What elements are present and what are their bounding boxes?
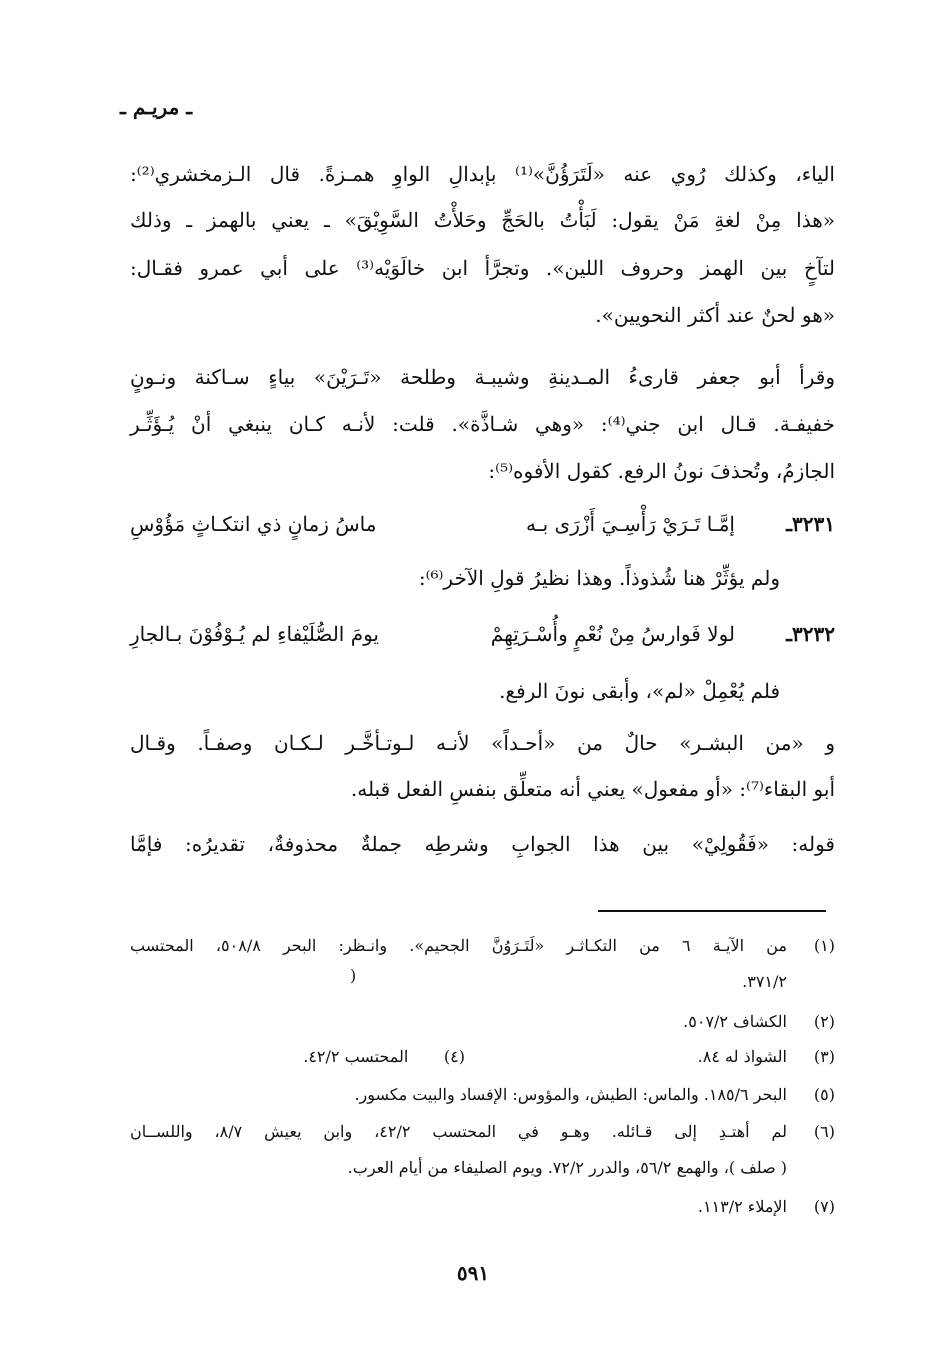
verse-number: ٣٢٣٢ـ bbox=[786, 622, 835, 646]
footnote-6-continuation: ( صلف )، والهمع ٥٦/٢، والدرر ٧٢/٢. ويوم الصليفاء من أيام العرب. bbox=[347, 1158, 787, 1177]
body-line-8: ولم يؤثِّرْ هنا شُذوذاً. وهذا نظيرُ قولِ الآخر⁽⁶⁾: bbox=[418, 566, 780, 590]
footnote-number: (٤) bbox=[443, 1047, 465, 1066]
footnote-number: (٦) bbox=[813, 1122, 835, 1141]
body-line-2: «هذا مِنْ لغةِ مَنْ يقول: لَبَأْتُ بالحَجِّ وحَلأْتُ السَّوِيْقَ» ـ يعني بالهمز ـ وذلك bbox=[130, 208, 835, 232]
body-line-11: أبو البقاء⁽⁷⁾: «أو مفعول» يعني أنه متعلِّق بنفسِ الفعل قبله. bbox=[350, 777, 835, 801]
footnote-number: (٥) bbox=[813, 1085, 835, 1104]
verse-first-hemistich: لولا فَوارسُ مِنْ نُعْمٍ وأُسْـرَتِهِمْ bbox=[490, 622, 735, 646]
body-line-5: وقرأ أبو جعفر قارىءُ المـدينةِ وشيبـة وطلحة «تَـرَيْنَ» بياءٍ سـاكنة ونـونٍ bbox=[130, 365, 835, 389]
stray-mark: ) bbox=[350, 966, 357, 985]
footnote-text: من الآيـة ٦ من التكـاثـر «لَتَـرَوُنَّ الجحيم». وانـظر: البحر ٥٠٨/٨، المحتسب bbox=[130, 936, 787, 955]
footnote-number: (٧) bbox=[813, 1197, 835, 1216]
footnote-text: الإملاء ١١٣/٢. bbox=[697, 1197, 787, 1216]
footnote-text: لم أهتـدِ إلى قـائله. وهـو في المحتسب ٤٢/٢، وابن يعيش ٨/٧، واللســان bbox=[130, 1122, 788, 1141]
verse-second-hemistich: يومَ الصُّلَيْفاءِ لم يُـوْفُوْنَ بـالجارِ bbox=[130, 622, 379, 646]
body-line-12: قوله: «فَقُولِيْ» بين هذا الجوابِ وشرطِه جملةٌ محذوفةٌ، تقديرُه: فإمَّا bbox=[130, 832, 835, 856]
footnote-separator bbox=[598, 910, 826, 912]
footnote-1-continuation: ٣٧١/٢. bbox=[742, 972, 787, 991]
footnote-number: (٢) bbox=[813, 1012, 835, 1031]
footnote-text: المحتسب ٤٢/٢. bbox=[303, 1047, 409, 1066]
verse-3231 bbox=[130, 507, 835, 541]
page-number: ٥٩١ bbox=[456, 1261, 490, 1285]
body-line-10: و «من البشـر» حالٌ من «أحـداً» لأنـه لـوتـأخَّـر لـكـان وصفـاً. وقـال bbox=[130, 731, 835, 755]
footnote-number: (٣) bbox=[813, 1047, 835, 1066]
body-line-3: لتآخٍ بين الهمز وحروف اللين». وتجرَّأ ابن خالَوَيْه⁽³⁾ على أبي عمرو فقـال: bbox=[130, 256, 835, 280]
verse-3232 bbox=[130, 617, 835, 651]
verse-first-hemistich: إمَّـا تَـرَيْ رَأْسِـيَ أَزْرَى بـه bbox=[526, 512, 735, 536]
body-line-6: خفيفـة. قـال ابن جني⁽⁴⁾: «وهي شـاذَّة». قلت: لأنـه كـان ينبغي أنْ يُـؤَثِّـر bbox=[130, 412, 835, 436]
footnote-4 bbox=[303, 1043, 465, 1071]
body-line-7: الجازمُ، وتُحذفَ نونُ الرفع. كقول الأفوه⁽⁵⁾: bbox=[488, 459, 835, 483]
footnote-text: البحر ١٨٥/٦. والماس: الطيش، والمؤوس: الإفساد والبيت مكسور. bbox=[354, 1085, 787, 1104]
body-line-1: الياء، وكذلك رُوي عنه «لَتَرَؤُنَّ»⁽¹⁾ بإبدالِ الواوِ همـزةً. قال الـزمخشري⁽²⁾: bbox=[130, 162, 835, 186]
verse-second-hemistich: ماسُ زمانٍ ذي انتكـاثٍ مَؤُوْسِ bbox=[130, 512, 377, 536]
verse-number: ٣٢٣١ـ bbox=[786, 512, 835, 536]
body-line-4: «هو لحنٌ عند أكثر النحويين». bbox=[595, 303, 835, 327]
body-line-9: فلم يُعْمِلْ «لم»، وأبقى نونَ الرفع. bbox=[499, 679, 780, 703]
running-header: ـ مريـم ـ bbox=[120, 95, 193, 119]
footnote-text: الكشاف ٥٠٧/٢. bbox=[683, 1012, 787, 1031]
footnote-number: (١) bbox=[813, 936, 835, 955]
footnote-text: الشواذ له ٨٤. bbox=[697, 1047, 787, 1066]
